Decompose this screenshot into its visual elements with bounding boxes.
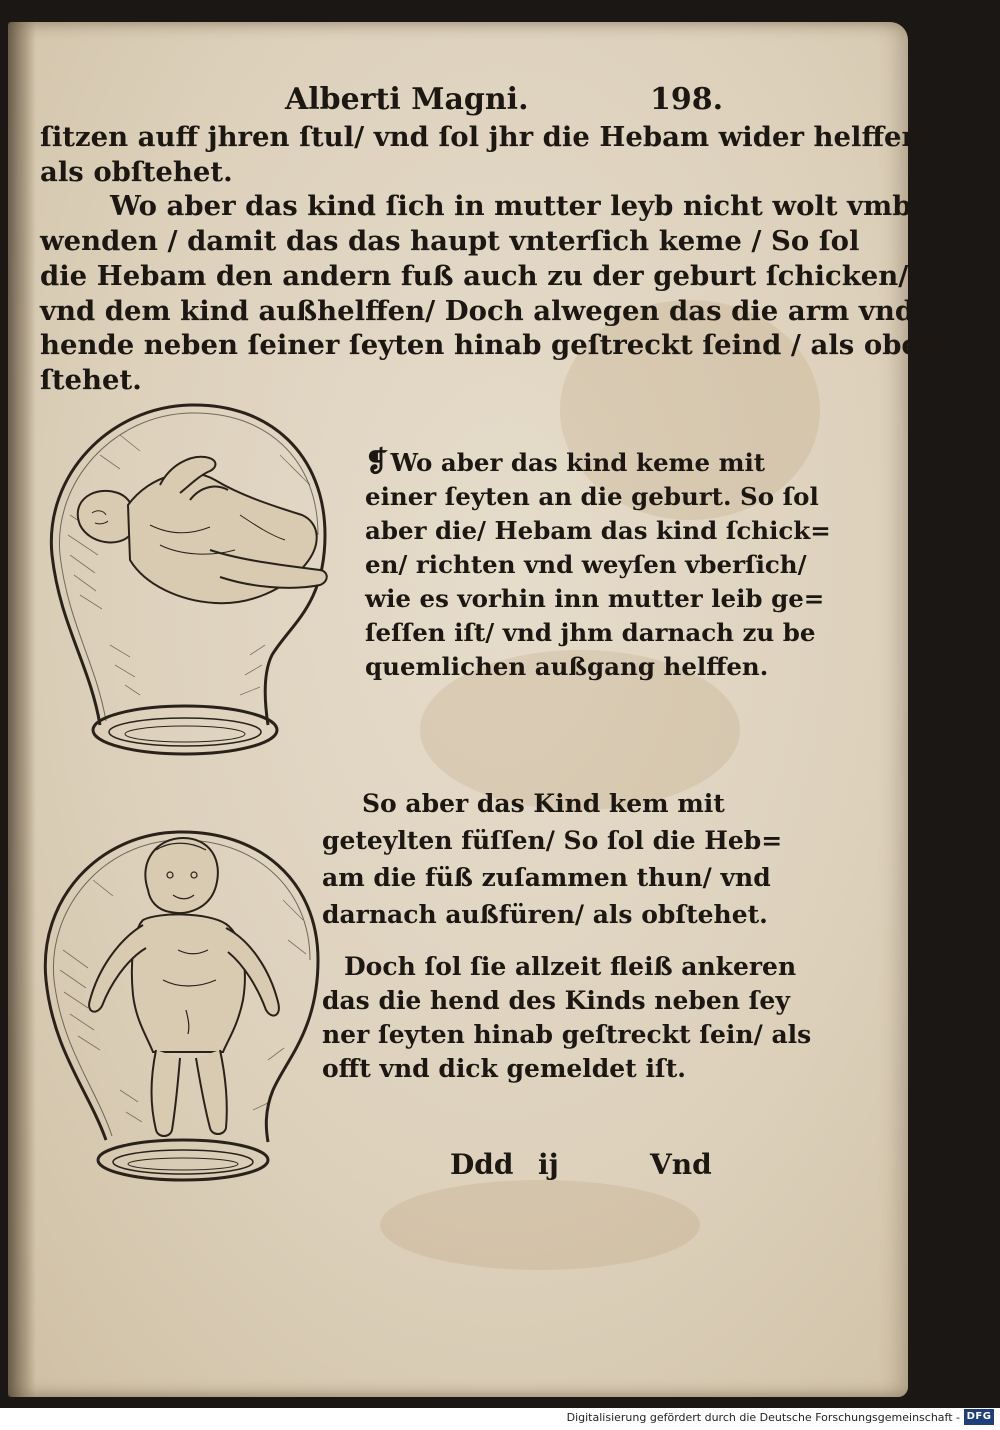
text-line: Wo aber das kind ſich in mutter leyb nicht wolt vmb (110, 190, 912, 223)
text-line: die Hebam den andern fuß auch zu der geburt ſchicken/ (40, 259, 909, 292)
text-line: geteylten füſſen/ So ſol die Heb= (322, 826, 783, 855)
text-line: hende neben ſeiner ſeyten hinab geſtreckt ſeind / als oben (40, 329, 939, 362)
text-line: am die füß zuſammen thun/ vnd (322, 863, 771, 892)
dfg-logo[interactable]: DFG (964, 1409, 994, 1425)
woodcut-womb-standing (38, 820, 323, 1195)
text-line: vnd dem kind außhelffen/ Doch alwegen das die arm vnd (40, 294, 915, 327)
page-number: 198. (650, 82, 724, 117)
digitization-credit: Digitalisierung gefördert durch die Deutsche Forschungsgemeinschaft - (566, 1411, 960, 1424)
catchword: Vnd (650, 1148, 712, 1181)
paper-stain (380, 1180, 700, 1270)
text-line: darnach außfüren/ als obſtehet. (322, 900, 768, 929)
text-line: offt vnd dick gemeldet iſt. (322, 1054, 686, 1083)
text-line: en/ richten vnd weyſen vberſich/ (365, 550, 807, 579)
paragraph-b (322, 785, 782, 933)
text-line: ſtehet. (40, 363, 142, 396)
text-line: Doch ſol ſie allzeit fleiß ankeren (344, 952, 797, 981)
signature-number: ij (538, 1148, 559, 1181)
text-line: wenden / damit das das haupt vnterſich keme / So ſol (40, 225, 860, 258)
text-line: wie es vorhin inn mutter leib ge= (365, 584, 825, 613)
woodcut-womb-sideways (40, 395, 330, 770)
text-line (365, 445, 831, 480)
text-line: als obſtehet. (40, 155, 233, 188)
text-line: einer ſeyten an die geburt. So ſol (365, 482, 819, 511)
text-line: ner ſeyten hinab geſtreckt ſein/ als (322, 1020, 812, 1049)
running-title: Alberti Magni. (285, 82, 529, 117)
text-line-content: Wo aber das kind keme mit (390, 448, 766, 477)
paragraph-a (365, 445, 831, 684)
text-line: So aber das Kind kem mit (362, 789, 725, 818)
paragraph-mark: ❡ (365, 445, 389, 478)
text-line: das die hend des Kinds neben ſey (322, 986, 790, 1015)
paragraph-top (40, 120, 939, 398)
paragraph-c (322, 950, 811, 1086)
text-line: ſeſſen iſt/ vnd jhm darnach zu be (365, 618, 816, 647)
text-line: ſitzen auff jhren ſtul/ vnd ſol jhr die Hebam wider helffen/ (40, 121, 932, 153)
page-gutter-shadow (8, 22, 36, 1397)
text-line: quemlichen außgang helffen. (365, 652, 769, 681)
text-line: aber die/ Hebam das kind ſchick= (365, 516, 831, 545)
signature-mark: Ddd (450, 1148, 514, 1181)
